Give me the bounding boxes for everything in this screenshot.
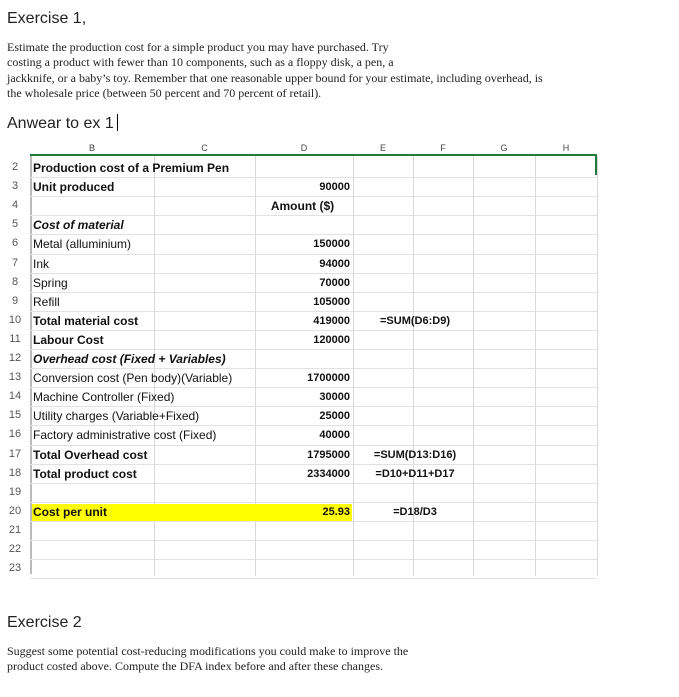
row-number: 2: [11, 161, 19, 173]
spreadsheet-screenshot: [0, 140, 679, 580]
row-label: Cost per unit: [33, 504, 107, 519]
exercise-2-title: Exercise 2: [7, 614, 82, 631]
row-label: Labour Cost: [33, 332, 104, 347]
exercise-2-text: [7, 644, 408, 675]
row-value: 2334000: [307, 467, 350, 480]
row-label: Total Overhead cost: [33, 447, 148, 462]
column-header-c: C: [201, 143, 208, 153]
row-gridline: [30, 425, 597, 426]
row-formula: =SUM(D13:D16): [373, 448, 457, 461]
row-label: Refill: [33, 294, 60, 309]
row-gridline: [30, 273, 597, 274]
exercise-1-line: jackknife, or a baby’s toy. Remember that one reasonable upper bound for your estimate, including overhead, is: [7, 70, 543, 85]
row-value: 90000: [319, 181, 350, 194]
row-number: 15: [8, 409, 22, 422]
row-gridline: [30, 540, 597, 541]
row-number: 3: [11, 180, 19, 193]
row-value: 1795000: [307, 448, 350, 461]
row-gridline: [30, 215, 597, 216]
row-gridline: [30, 502, 597, 503]
row-gridline: [30, 406, 597, 407]
row-value: 105000: [313, 295, 350, 308]
row-number: 7: [11, 256, 19, 269]
row-gridline: [30, 483, 597, 484]
row-label: Production cost of a Premium Pen: [33, 161, 230, 175]
answer-label: Anwear to ex 1: [7, 115, 114, 132]
row-value: 40000: [319, 429, 350, 442]
row-formula: =SUM(D6:D9): [380, 314, 450, 327]
row-label: Spring: [33, 275, 68, 290]
row-gridline: [30, 311, 597, 312]
answer-heading[interactable]: [7, 114, 118, 133]
row-label: Total product cost: [33, 466, 137, 481]
row-number: 23: [8, 562, 22, 575]
row-label: Machine Controller (Fixed): [33, 390, 175, 405]
row-gridline: [30, 292, 597, 293]
row-number: 22: [8, 543, 22, 555]
row-number: 14: [8, 390, 22, 403]
row-number: 18: [8, 466, 22, 479]
row-number: 6: [11, 237, 19, 250]
row-label: Unit produced: [33, 180, 115, 195]
exercise-2-line: product costed above. Compute the DFA index before and after these changes.: [7, 659, 383, 674]
row-label: Overhead cost (Fixed + Variables): [33, 352, 226, 366]
row-value: 419000: [313, 314, 350, 327]
exercise-1-line: costing a product with fewer than 10 components, such as a floppy disk, a pen, a: [7, 55, 394, 70]
row-gridline: [30, 387, 597, 388]
column-header-d: D: [300, 143, 308, 153]
row-label: Ink: [33, 256, 50, 271]
row-gridline: [30, 177, 597, 178]
row-number: 8: [11, 275, 19, 288]
row-value: 30000: [319, 391, 350, 404]
row-gridline: [30, 254, 597, 255]
exercise-1-line: the wholesale price (between 50 percent and 70 percent of retail).: [7, 85, 322, 100]
exercise-1-line: Estimate the production cost for a simple product you may have purchased. Try: [7, 40, 389, 54]
row-gridline: [30, 234, 597, 235]
row-label: Factory administrative cost (Fixed): [33, 428, 217, 443]
row-formula: =D18/D3: [393, 505, 437, 518]
amount-header: Amount ($): [270, 199, 335, 213]
column-header-b: B: [88, 143, 95, 153]
column-header-e: E: [379, 143, 386, 153]
row-gridline: [30, 445, 597, 446]
row-number: 13: [8, 371, 22, 384]
row-label: Metal (alluminium): [33, 237, 132, 252]
exercise-1-text: [7, 40, 617, 101]
column-header-f: F: [440, 143, 446, 153]
row-gridline: [30, 578, 597, 579]
column-header-g: G: [500, 143, 508, 153]
row-number: 11: [9, 332, 21, 345]
row-label: Conversion cost (Pen body)(Variable): [33, 371, 233, 386]
row-gridline: [30, 464, 597, 465]
row-value: 70000: [319, 276, 350, 289]
row-label: Total material cost: [33, 313, 139, 328]
text-cursor: [117, 114, 118, 131]
row-gridline: [30, 330, 597, 331]
exercise-2-line: Suggest some potential cost-reducing modifications you could make to improve the: [7, 644, 409, 658]
row-formula: =D10+D11+D17: [375, 467, 455, 480]
row-value: 25000: [319, 410, 350, 423]
row-number: 16: [8, 428, 22, 441]
row-label: Utility charges (Variable+Fixed): [33, 409, 200, 424]
row-number: 19: [8, 485, 22, 498]
row-gridline: [30, 349, 597, 350]
row-number: 9: [11, 294, 19, 307]
row-number: 21: [8, 523, 22, 536]
row-number: 10: [8, 313, 22, 326]
row-value: 94000: [319, 257, 350, 270]
row-label: Cost of material: [33, 218, 124, 233]
row-number: 5: [11, 218, 19, 231]
row-gridline: [30, 559, 597, 560]
column-header-h: H: [562, 143, 570, 153]
row-value: 25.93: [322, 505, 350, 518]
row-gridline: [30, 368, 597, 369]
row-gridline: [30, 521, 597, 522]
row-number: 12: [8, 352, 22, 364]
row-value: 120000: [313, 333, 350, 346]
row-number: 4: [11, 199, 19, 212]
row-value: 1700000: [307, 372, 350, 385]
row-gridline: [30, 196, 597, 197]
row-value: 150000: [313, 238, 350, 251]
row-number: 17: [8, 447, 22, 460]
row-number: 20: [8, 504, 22, 517]
exercise-1-title: Exercise 1,: [7, 10, 87, 27]
